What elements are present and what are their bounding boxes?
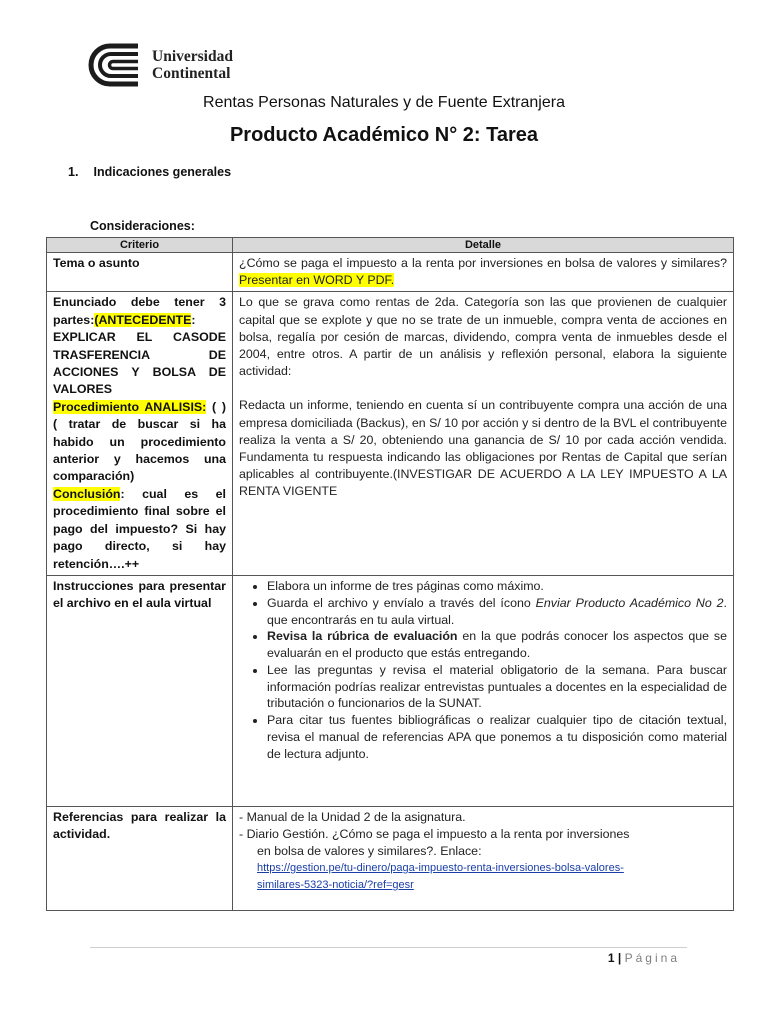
header-detalle: Detalle: [233, 238, 734, 253]
table-row: [47, 575, 734, 806]
course-subtitle: Rentas Personas Naturales y de Fuente Extranjera: [203, 94, 565, 111]
gestion-link-line-1[interactable]: https://gestion.pe/tu-dinero/paga-impuesto-renta-inversiones-bolsa-valores-: [257, 861, 624, 874]
b2-text-italic: Enviar Producto Académico No 2: [535, 595, 724, 610]
logo-line-2: Continental: [152, 65, 231, 82]
reference-2a: - Diario Gestión. ¿Cómo se paga el impuesto a la renta por inversiones: [239, 826, 630, 841]
b3-text-b: en la que podrás conocer los aspectos que se evaluarán en el producto que estás entregando.: [267, 629, 727, 661]
detalle-referencias: [233, 806, 734, 910]
university-c-logo-icon: [88, 42, 146, 88]
page-number: 1: [607, 951, 615, 965]
list-item: • Elabora un informe de tres páginas como máximo.: [267, 578, 727, 595]
highlight-format: Presentar en WORD Y PDF.: [239, 273, 395, 288]
enunciado-intro: Enunciado debe tener 3 partes:: [53, 295, 226, 327]
detalle-instrucciones: [233, 575, 734, 806]
section-title: Indicaciones generales: [93, 165, 232, 179]
table-row: [47, 806, 734, 910]
criterio-enunciado: [47, 292, 233, 576]
table-header-row: [47, 238, 734, 253]
criterio-instrucciones: Instrucciones para presentar el archivo en el aula virtual: [47, 575, 233, 806]
antecedente-highlight: (ANTECEDENTE: [94, 312, 192, 327]
analisis-highlight: Procedimiento ANALISIS:: [53, 399, 207, 414]
gestion-link-line-2[interactable]: similares-5323-noticia/?ref=gesr: [257, 878, 414, 891]
list-item: • Para citar tus fuentes bibliográficas o realizar cualquier tipo de citación textual, revisa el manual de referencias APA que ponemos a tu disposición como material de lectura adjunto.: [267, 712, 727, 762]
reference-2b: en bolsa de valores y similares?. Enlace:: [257, 843, 482, 858]
considerations-label: Consideraciones:: [90, 219, 195, 233]
header-criterio: Criterio: [47, 238, 233, 253]
antecedente-text: : EXPLICAR EL CASODE TRASFERENCIA DE ACCIONES Y BOLSA DE VALORES: [53, 312, 226, 397]
instructions-list: [239, 578, 727, 763]
b2-text-c: . que encontrarás en tu aula virtual.: [267, 595, 727, 627]
enunciado-paragraph-1: Lo que se grava como rentas de 2da. Categoría son las que provienen de cualquier capital que se explote y que no se trate de un inmueble, compra venta de acciones en bolsa, regalía por cesión de marcas, dividendo, compra venta de inmuebles desde el 2004, entre otros. A partir de un análisis y reflexión personal, elabora la siguiente actividad:: [239, 295, 727, 379]
page-word: Página: [624, 951, 680, 965]
footer-divider: [90, 947, 687, 948]
table-row: [47, 253, 734, 292]
page-title: Producto Académico N° 2: Tarea: [229, 124, 539, 146]
detalle-enunciado: [233, 292, 734, 576]
university-logo: [88, 42, 233, 88]
conclusion-text: : cual es el procedimiento final sobre el pago del impuesto? Si hay pago directo, si hay retención….++: [53, 486, 226, 571]
list-item: [267, 628, 727, 662]
enunciado-paragraph-2: Redacta un informe, teniendo en cuenta sí un contribuyente compra una acción de una empresa domiciliada (Backus), en S/ 10 por acción y si dentro de la BVL el contribuyente realiza la venta a S/ 20, obteniendo una ganancia de S/ 10 por cada acción vendida. Fundamenta tu respuesta indicando las obligaciones por Rentas de Capital que serían aplicables al contribuyente.(INVESTIGAR DE ACUERDO A LA LEY IMPUESTO A LA RENTA VIGENTE: [239, 398, 727, 499]
criterio-referencias: Referencias para realizar la actividad.: [47, 806, 233, 910]
list-item: [267, 595, 727, 629]
footer-separator: |: [617, 951, 622, 965]
page-footer: [608, 951, 680, 965]
list-item: • Lee las preguntas y revisa el material obligatorio de la semana. Para buscar información podrías realizar entrevistas puntuales a docentes en la especialidad de tributación o funcionarios de la SUNAT.: [267, 662, 727, 712]
conclusion-highlight: Conclusión: [53, 486, 121, 501]
criterio-tema: Tema o asunto: [47, 253, 233, 292]
analisis-text: ( ) ( tratar de buscar si ha habido un procedimiento anterior y hacemos una comparación): [53, 399, 227, 484]
section-heading: [68, 165, 231, 179]
considerations-table: [46, 237, 734, 911]
section-number: 1.: [68, 165, 79, 179]
logo-line-1: Universidad: [152, 48, 233, 65]
tema-text: ¿Cómo se paga el impuesto a la renta por inversiones en bolsa de valores y similares?: [239, 256, 727, 270]
reference-1: - Manual de la Unidad 2 de la asignatura.: [239, 809, 466, 824]
b2-text-a: Guarda el archivo y envíalo a través del ícono: [267, 595, 536, 610]
detalle-tema: [233, 253, 734, 292]
b3-text-bold: Revisa la rúbrica de evaluación: [267, 629, 458, 644]
table-row: [47, 292, 734, 576]
